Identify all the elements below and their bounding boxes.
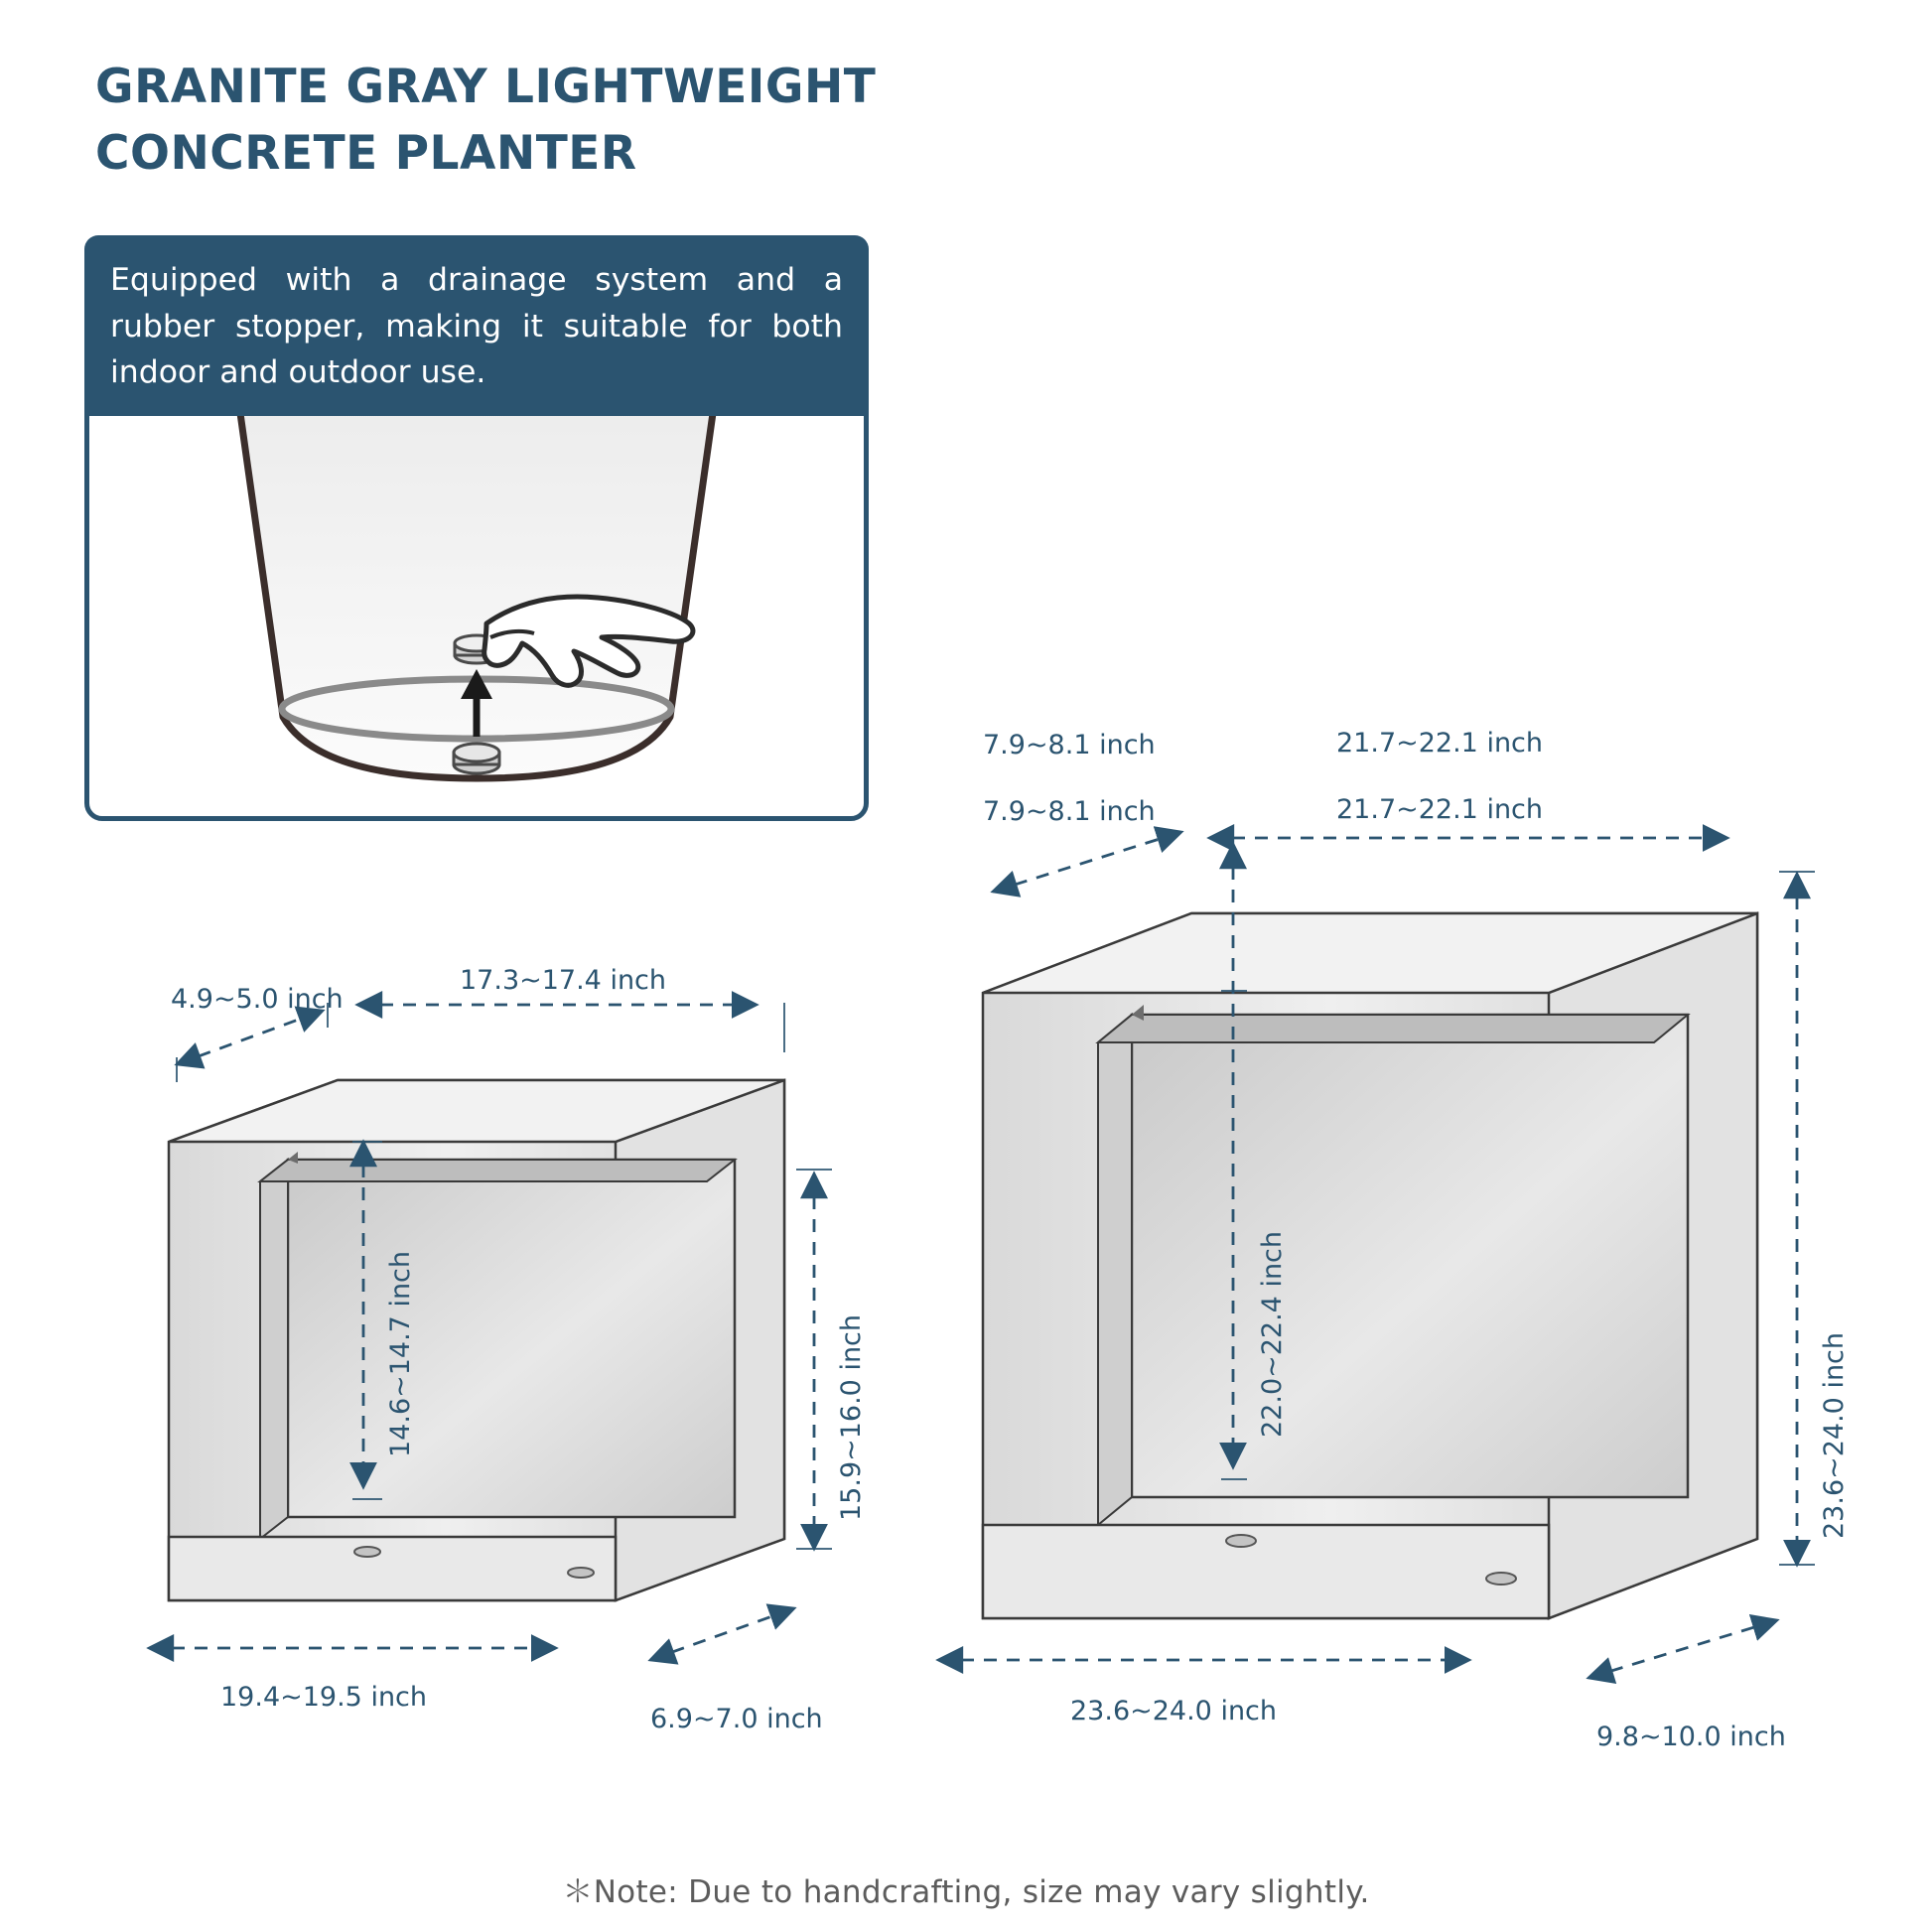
large-base-depth-label: 9.8~10.0 inch	[1596, 1722, 1786, 1752]
large-inner-height-label: 22.0~22.4 inch	[1257, 1230, 1288, 1438]
page-title	[95, 55, 1287, 187]
large-base-width-label: 23.6~24.0 inch	[1070, 1696, 1278, 1726]
drainage-illustration	[89, 389, 864, 816]
small-top-depth-label: 4.9~5.0 inch	[171, 984, 344, 1015]
small-base-width-label: 19.4~19.5 inch	[220, 1682, 428, 1713]
small-inner-height-label: 14.6~14.7 inch	[385, 1250, 416, 1457]
small-base-depth-label: 6.9~7.0 inch	[650, 1704, 823, 1734]
small-outer-height-label: 15.9~16.0 inch	[836, 1313, 867, 1521]
large-top-width-label-overlay: 21.7~22.1 inch	[1336, 728, 1544, 759]
page-title-line-2: CONCRETE PLANTER	[95, 125, 637, 181]
large-outer-height-label: 23.6~24.0 inch	[1819, 1331, 1850, 1539]
dimension-diagrams	[0, 794, 1932, 1807]
page-title-line-1: GRANITE GRAY LIGHTWEIGHT	[95, 60, 877, 114]
large-top-depth-label: 7.9~8.1 inch	[983, 796, 1156, 827]
large-top-depth-label-overlay: 7.9~8.1 inch	[983, 730, 1156, 760]
small-top-width-label: 17.3~17.4 inch	[460, 965, 667, 996]
footer-note: ＊Note: Due to handcrafting, size may vary slightly.	[562, 1874, 1370, 1910]
feature-callout-text: Equipped with a drainage system and a rubber stopper, making it suitable for both indoor and outdoor use.	[84, 235, 869, 416]
large-planter-drawing	[983, 913, 1757, 1618]
small-planter-drawing	[169, 1080, 784, 1600]
large-top-width-label: 21.7~22.1 inch	[1336, 794, 1544, 825]
